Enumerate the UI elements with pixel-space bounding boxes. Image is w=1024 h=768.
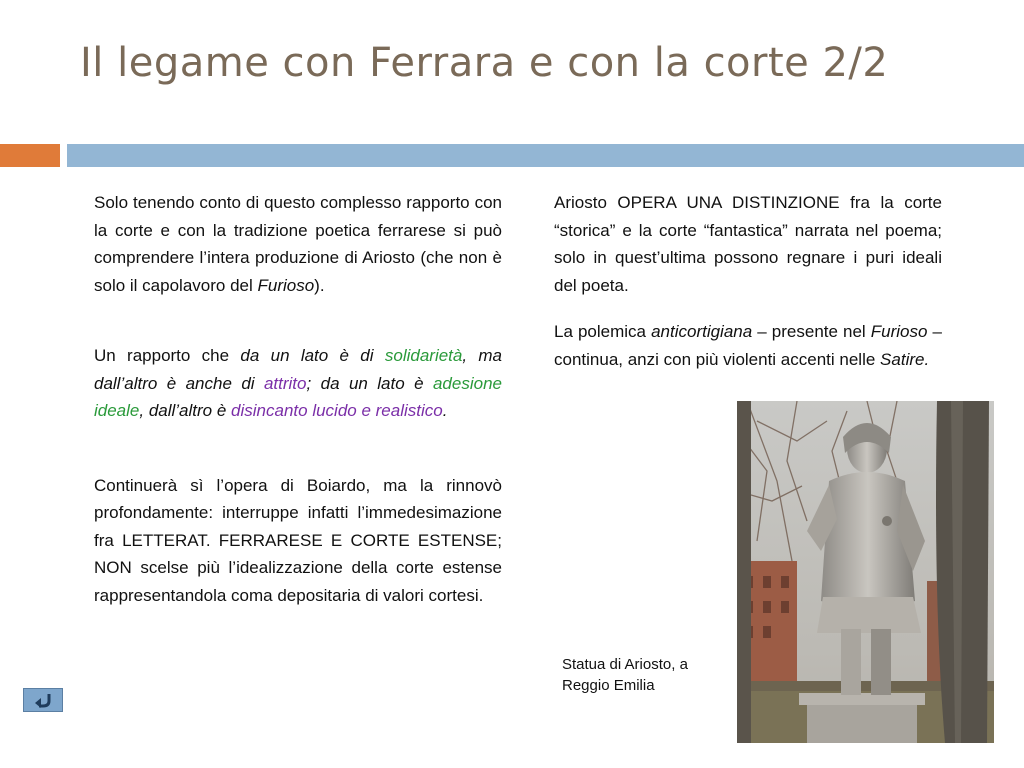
return-arrow-icon xyxy=(31,691,55,709)
statue-photo xyxy=(737,401,994,743)
keyword-adesione-ideale: adesione ideale xyxy=(94,373,502,420)
keyword-attrito: attrito xyxy=(263,373,307,393)
slide-title: Il legame con Ferrara e con la corte 2/2 xyxy=(80,40,889,86)
return-button[interactable] xyxy=(23,688,63,712)
paragraph-boiardo: Continuerà sì l’opera di Boiardo, ma la rinnovò profondamente: interruppe infatti l’immedesimazione fra LETTERAT. FERRARESE E CORTE ESTENSE; NON scelse più l’idealizzazione della corte estense rappresentandola coma depositaria di valori cortesi. xyxy=(94,475,502,605)
paragraph-relationship: Un rapporto che da un lato è di solidarietà, ma dall’altro è anche di attrito; da un lato è adesione ideale, dall’altro è disincanto lucido e realistico. xyxy=(94,346,503,420)
title-furioso: Furioso xyxy=(257,275,315,295)
left-text-column xyxy=(94,189,502,609)
paragraph-polemic: La polemica anticortigiana – presente nel Furioso – continua, anzi con più violenti accenti nelle Satire. xyxy=(554,322,942,369)
paragraph-context: Solo tenendo conto di questo complesso rapporto con la corte e con la tradizione poetica ferrarese si può comprendere l’intera produzione di Ariosto (che non è solo il capolavoro del Furioso). xyxy=(94,193,502,295)
photo-caption: Statua di Ariosto, a Reggio Emilia xyxy=(562,656,688,694)
paragraph-distinction: Ariosto OPERA UNA DISTINZIONE fra la corte “storica” e la corte “fantastica” narrata nel poema; solo in quest’ultima possono regnare i puri ideali del poeta. xyxy=(554,193,942,295)
keyword-disincanto: disincanto lucido e realistico xyxy=(231,401,443,420)
keyword-solidarieta: solidarietà xyxy=(384,346,463,365)
accent-bar-blue xyxy=(67,144,1024,167)
accent-bar-orange xyxy=(0,144,60,167)
right-text-column xyxy=(554,189,942,373)
